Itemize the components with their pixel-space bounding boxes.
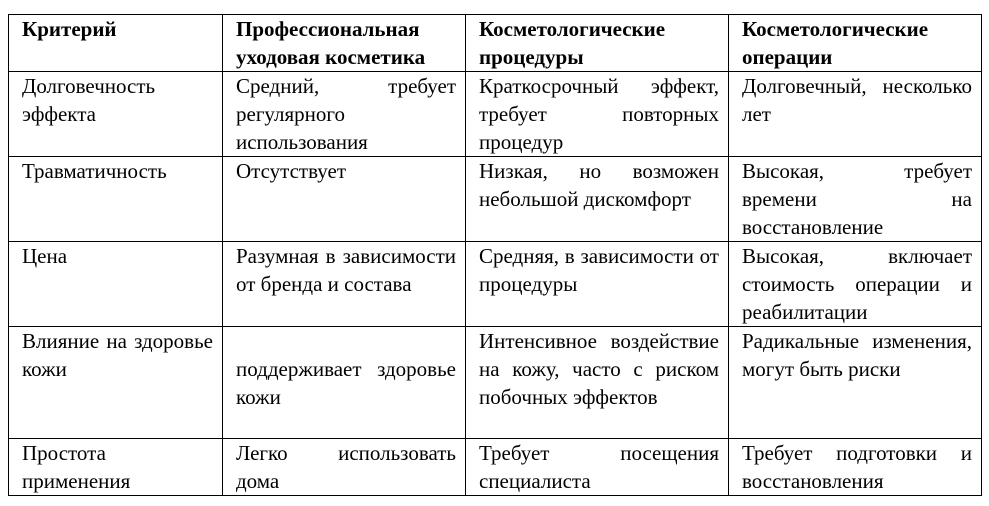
header-procedures: Косметологические процедуры: [466, 15, 729, 72]
procedures-cell: Средняя, в зависимости от процедуры: [466, 242, 729, 327]
table-row: [9, 157, 982, 242]
procedures-cell: Интенсивное воздействие на кожу, часто с риском побочных эффектов: [466, 327, 729, 439]
table-row: [9, 242, 982, 327]
cosmetics-cell: [223, 327, 466, 439]
operations-cell: Требует подготовки и восстановления: [729, 439, 982, 496]
header-criterion: Критерий: [9, 15, 223, 72]
cosmetics-cell: Отсутствует: [223, 157, 466, 242]
procedures-cell: Низкая, но возможен небольшой дискомфорт: [466, 157, 729, 242]
criterion-cell: Простота применения: [9, 439, 223, 496]
table-header-row: [9, 15, 982, 72]
header-operations: Косметологические операции: [729, 15, 982, 72]
cosmetics-cell: Разумная в зависимости от бренда и состава: [223, 242, 466, 327]
table-row: [9, 327, 982, 439]
table-row: [9, 72, 982, 157]
cosmetics-cell: Средний, требует регулярного использования: [223, 72, 466, 157]
table-row: [9, 439, 982, 496]
criterion-cell: Влияние на здоровье кожи: [9, 327, 223, 439]
procedures-cell: Краткосрочный эффект, требует повторных процедур: [466, 72, 729, 157]
criterion-cell: Цена: [9, 242, 223, 327]
comparison-table: [8, 14, 982, 496]
header-cosmetics: Профессиональная уходовая косметика: [223, 15, 466, 72]
criterion-cell: Травматичность: [9, 157, 223, 242]
operations-cell: Долговечный, несколько лет: [729, 72, 982, 157]
operations-cell: Высокая, требует времени на восстановление: [729, 157, 982, 242]
cosmetics-cell: Легко использовать дома: [223, 439, 466, 496]
criterion-cell: Долговечность эффекта: [9, 72, 223, 157]
operations-cell: Высокая, включает стоимость операции и реабилитации: [729, 242, 982, 327]
procedures-cell: Требует посещения специалиста: [466, 439, 729, 496]
cosmetics-cell-text: поддерживает здоровье кожи: [236, 357, 456, 409]
operations-cell: Радикальные изменения, могут быть риски: [729, 327, 982, 439]
